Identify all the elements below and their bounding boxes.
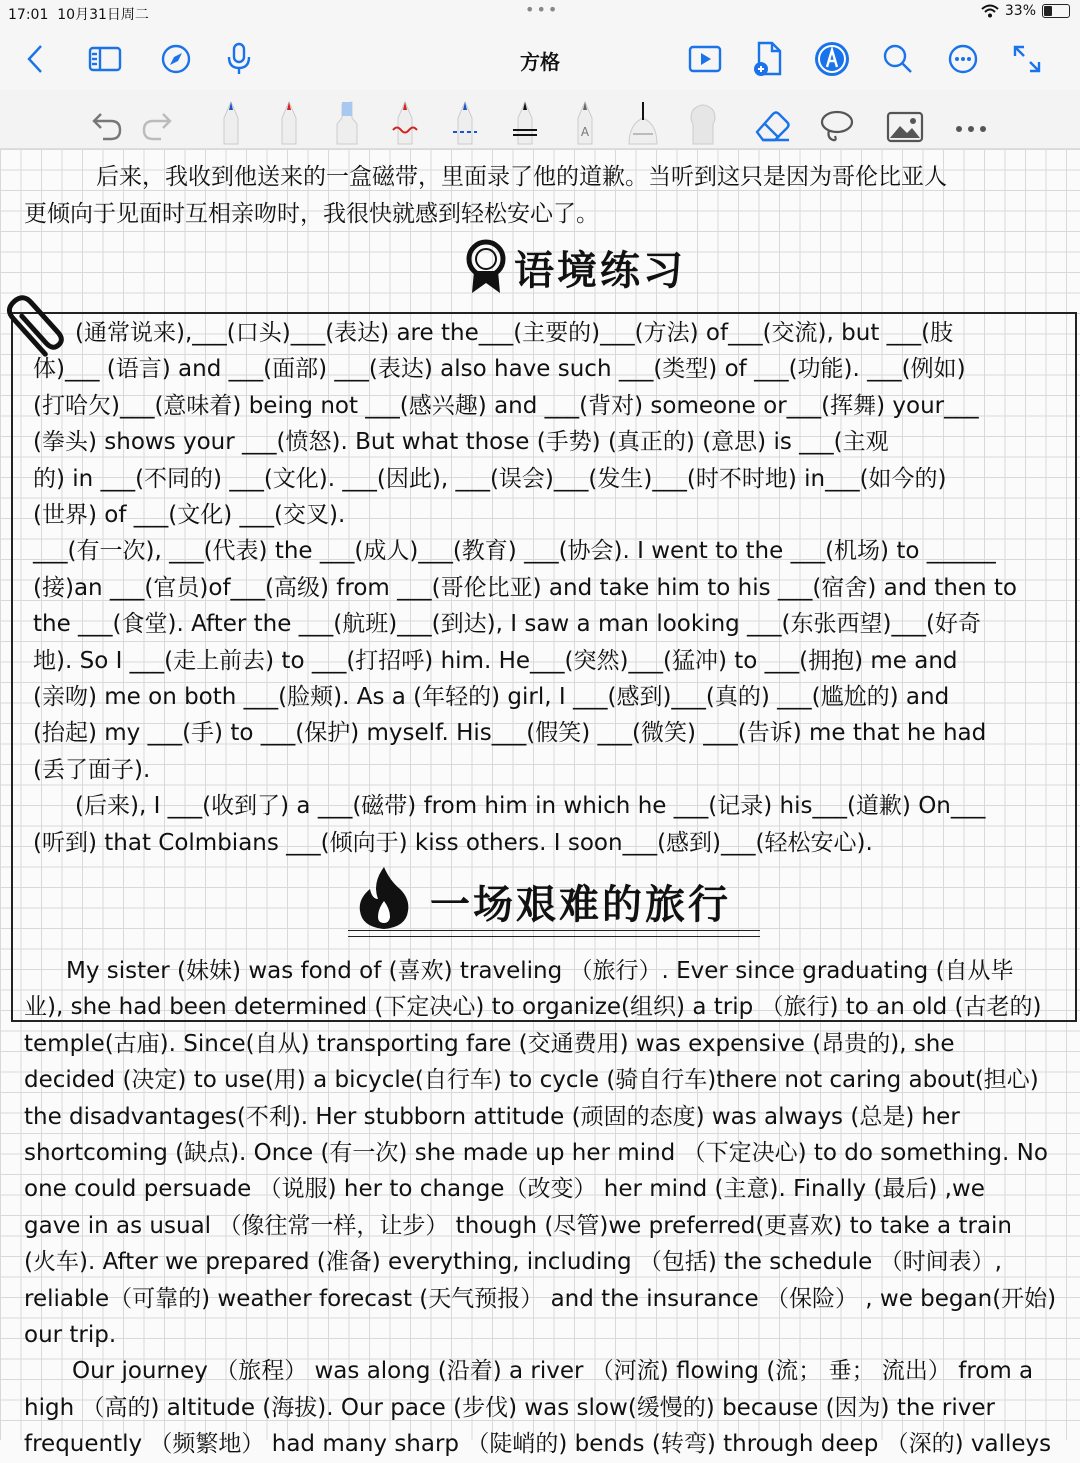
story-line: high （高的) altitude (海拔). Our pace (步伐) was slow(缓慢的) because (因为) the river [24, 1394, 995, 1421]
shape-tool-icon[interactable] [680, 96, 726, 144]
heading-text: 语境练习 [514, 246, 686, 294]
heading-text: 一场艰难的旅行 [430, 881, 731, 928]
exercise-line: (世界) of ___(文化) ___(交叉). [33, 502, 346, 529]
eraser-icon[interactable] [750, 96, 796, 144]
story-line: decided (决定) to use(用) a bicycle(自行车) to cycle (骑自行车)there not caring about(担心) [24, 1067, 1039, 1094]
lasso-icon[interactable] [814, 96, 860, 144]
undo-icon[interactable] [84, 96, 130, 144]
story-line: frequently （频繁地） had many sharp （陡峭的) bends (转弯) through deep （深的) valleys [24, 1431, 1052, 1458]
intro-line: 更倾向于见面时互相亲吻时，我很快就感到轻松安心了。 [24, 200, 599, 227]
story-paragraph [24, 953, 1074, 1463]
story-line: (火车). After we prepared (准备) everything, including （包括) the schedule （时间表）, [24, 1249, 1002, 1276]
exercise-line: (接)an ___(官员)of___(高级) from ___(哥伦比亚) and take him to his ___(宿舍) and then to [33, 574, 1017, 601]
multitask-dots-icon[interactable]: ••• [525, 0, 560, 19]
section-heading-context [464, 237, 686, 297]
story-line: shortcoming (缺点). Once (有一次) she made up her mind （下定决心) to do something. No [24, 1140, 1048, 1167]
svg-text:A: A [580, 125, 590, 139]
play-icon[interactable] [686, 40, 724, 78]
pen-blue-dashed-icon[interactable] [442, 96, 488, 144]
highlighter-blue-icon[interactable] [324, 96, 370, 144]
story-line: the disadvantages(不利). Her stubborn attitude (顽固的态度) was always (总是) her [24, 1103, 960, 1130]
expand-icon[interactable] [1008, 40, 1046, 78]
note-page[interactable] [0, 149, 1080, 1458]
exercise-line: the ___(食堂). After the ___(航班)___(到达), I saw a man looking ___(东张西望)___(好奇 [33, 611, 981, 638]
exercise-line: 体)___ (语言) and ___(面部) ___(表达) also have such ___(类型) of ___(功能). ___(例如) [33, 356, 966, 383]
story-line: reliable（可靠的) weather forecast (天气预报） and the insurance （保险） , we began(开始) [24, 1285, 1057, 1312]
pen-blue-icon[interactable] [208, 96, 254, 144]
intro-line: 后来，我收到他送来的一盒磁带，里面录了他的道歉。当听到这只是因为哥伦比亚人 [96, 164, 947, 190]
story-line: Our journey （旅程） was along (沿着) a river （河流) flowing (流； 垂； 流出） from a [72, 1358, 1034, 1385]
story-line: gave in as usual （像往常一样，让步） though (尽管)we preferred(更喜欢) to take a train [24, 1212, 1013, 1239]
pen-red-icon[interactable] [266, 96, 312, 144]
exercise-line: (抬起) my ___(手) to ___(保护) myself. His___(假笑) ___(微笑) ___(告诉) me that he had [33, 720, 987, 747]
search-icon[interactable] [879, 40, 917, 78]
story-line: our trip. [24, 1322, 117, 1349]
story-line: one could persuade （说服) her to change（改变） her mind (主意). Finally (最后) ,we [24, 1176, 985, 1203]
exercise-line: (亲吻) me on both ___(脸颊). As a (年轻的) girl, I ___(感到)___(真的) ___(尴尬的) and [33, 684, 950, 711]
exercise-line: (拳头) shows your ___(愤怒). But what those (手势) (真正的) (意思) is ___(主观 [33, 429, 889, 456]
exercise-line: (后来), I ___(收到了) a ___(磁带) from him in which he ___(记录) his___(道歉) On___ [75, 793, 986, 820]
status-time: 17:01 10月31日周二 [8, 7, 149, 23]
status-bar [0, 0, 1080, 26]
battery-percent: 33% [1004, 3, 1036, 19]
story-line: My sister (妹妹) was fond of (喜欢) traveling （旅行）. Ever since graduating (自从毕 [66, 958, 1014, 984]
story-line: 业), she had been determined (下定决心) to organize(组织) a trip （旅行) to an old (古老的) [24, 994, 1042, 1021]
more-dots-icon[interactable] [948, 96, 994, 144]
exercise-line: 地). So I ___(走上前去) to ___(打招呼) him. He___(突然)___(猛冲) to ___(拥抱) me and [33, 647, 958, 674]
battery-icon [1042, 4, 1070, 18]
fire-icon [356, 865, 412, 931]
exercise-line: ___(有一次), ___(代表) the ___(成人)___(教育) ___(协会). I went to the ___(机场) to ______ [33, 538, 996, 565]
intro-paragraph [24, 159, 1064, 232]
drawing-toolbar [0, 90, 1080, 149]
status-right [981, 3, 1070, 19]
pencil-icon[interactable] [562, 96, 608, 144]
heading-underline [348, 930, 760, 937]
award-ribbon-icon [464, 239, 508, 295]
pencil-mode-icon[interactable] [813, 40, 851, 78]
section-heading-trip [356, 865, 766, 935]
document-title: 方格 [520, 50, 560, 74]
pen-black-icon[interactable] [502, 96, 548, 144]
pen-red-wave-icon[interactable] [382, 96, 428, 144]
exercise-line: (打哈欠)___(意味着) being not ___(感兴趣) and ___(背对) someone or___(挥舞) your___ [33, 392, 979, 419]
exercise-line: (丢了面子). [33, 756, 151, 783]
compass-tool-icon[interactable] [620, 96, 666, 144]
wifi-icon [981, 4, 999, 18]
document-add-icon[interactable] [748, 40, 786, 78]
exercise-line: (听到) that Colmbians ___(倾向于) kiss others. I soon___(感到)___(轻松安心). [33, 829, 873, 856]
exercise-text [33, 315, 1073, 861]
exercise-line: 的) in ___(不同的) ___(文化). ___(因此), ___(误会)___(发生)___(时不时地) in___(如今的) [33, 465, 947, 492]
redo-icon[interactable] [134, 96, 180, 144]
more-icon[interactable] [944, 40, 982, 78]
image-icon[interactable] [882, 96, 928, 144]
nav-bar [0, 26, 1080, 90]
story-line: temple(古庙). Since(自从) transporting fare (交通费用) was expensive (昂贵的), she [24, 1030, 955, 1057]
exercise-line: (通常说来),___(口头)___(表达) are the___(主要的)___(方法) of___(交流), but ___(肢 [75, 320, 954, 346]
